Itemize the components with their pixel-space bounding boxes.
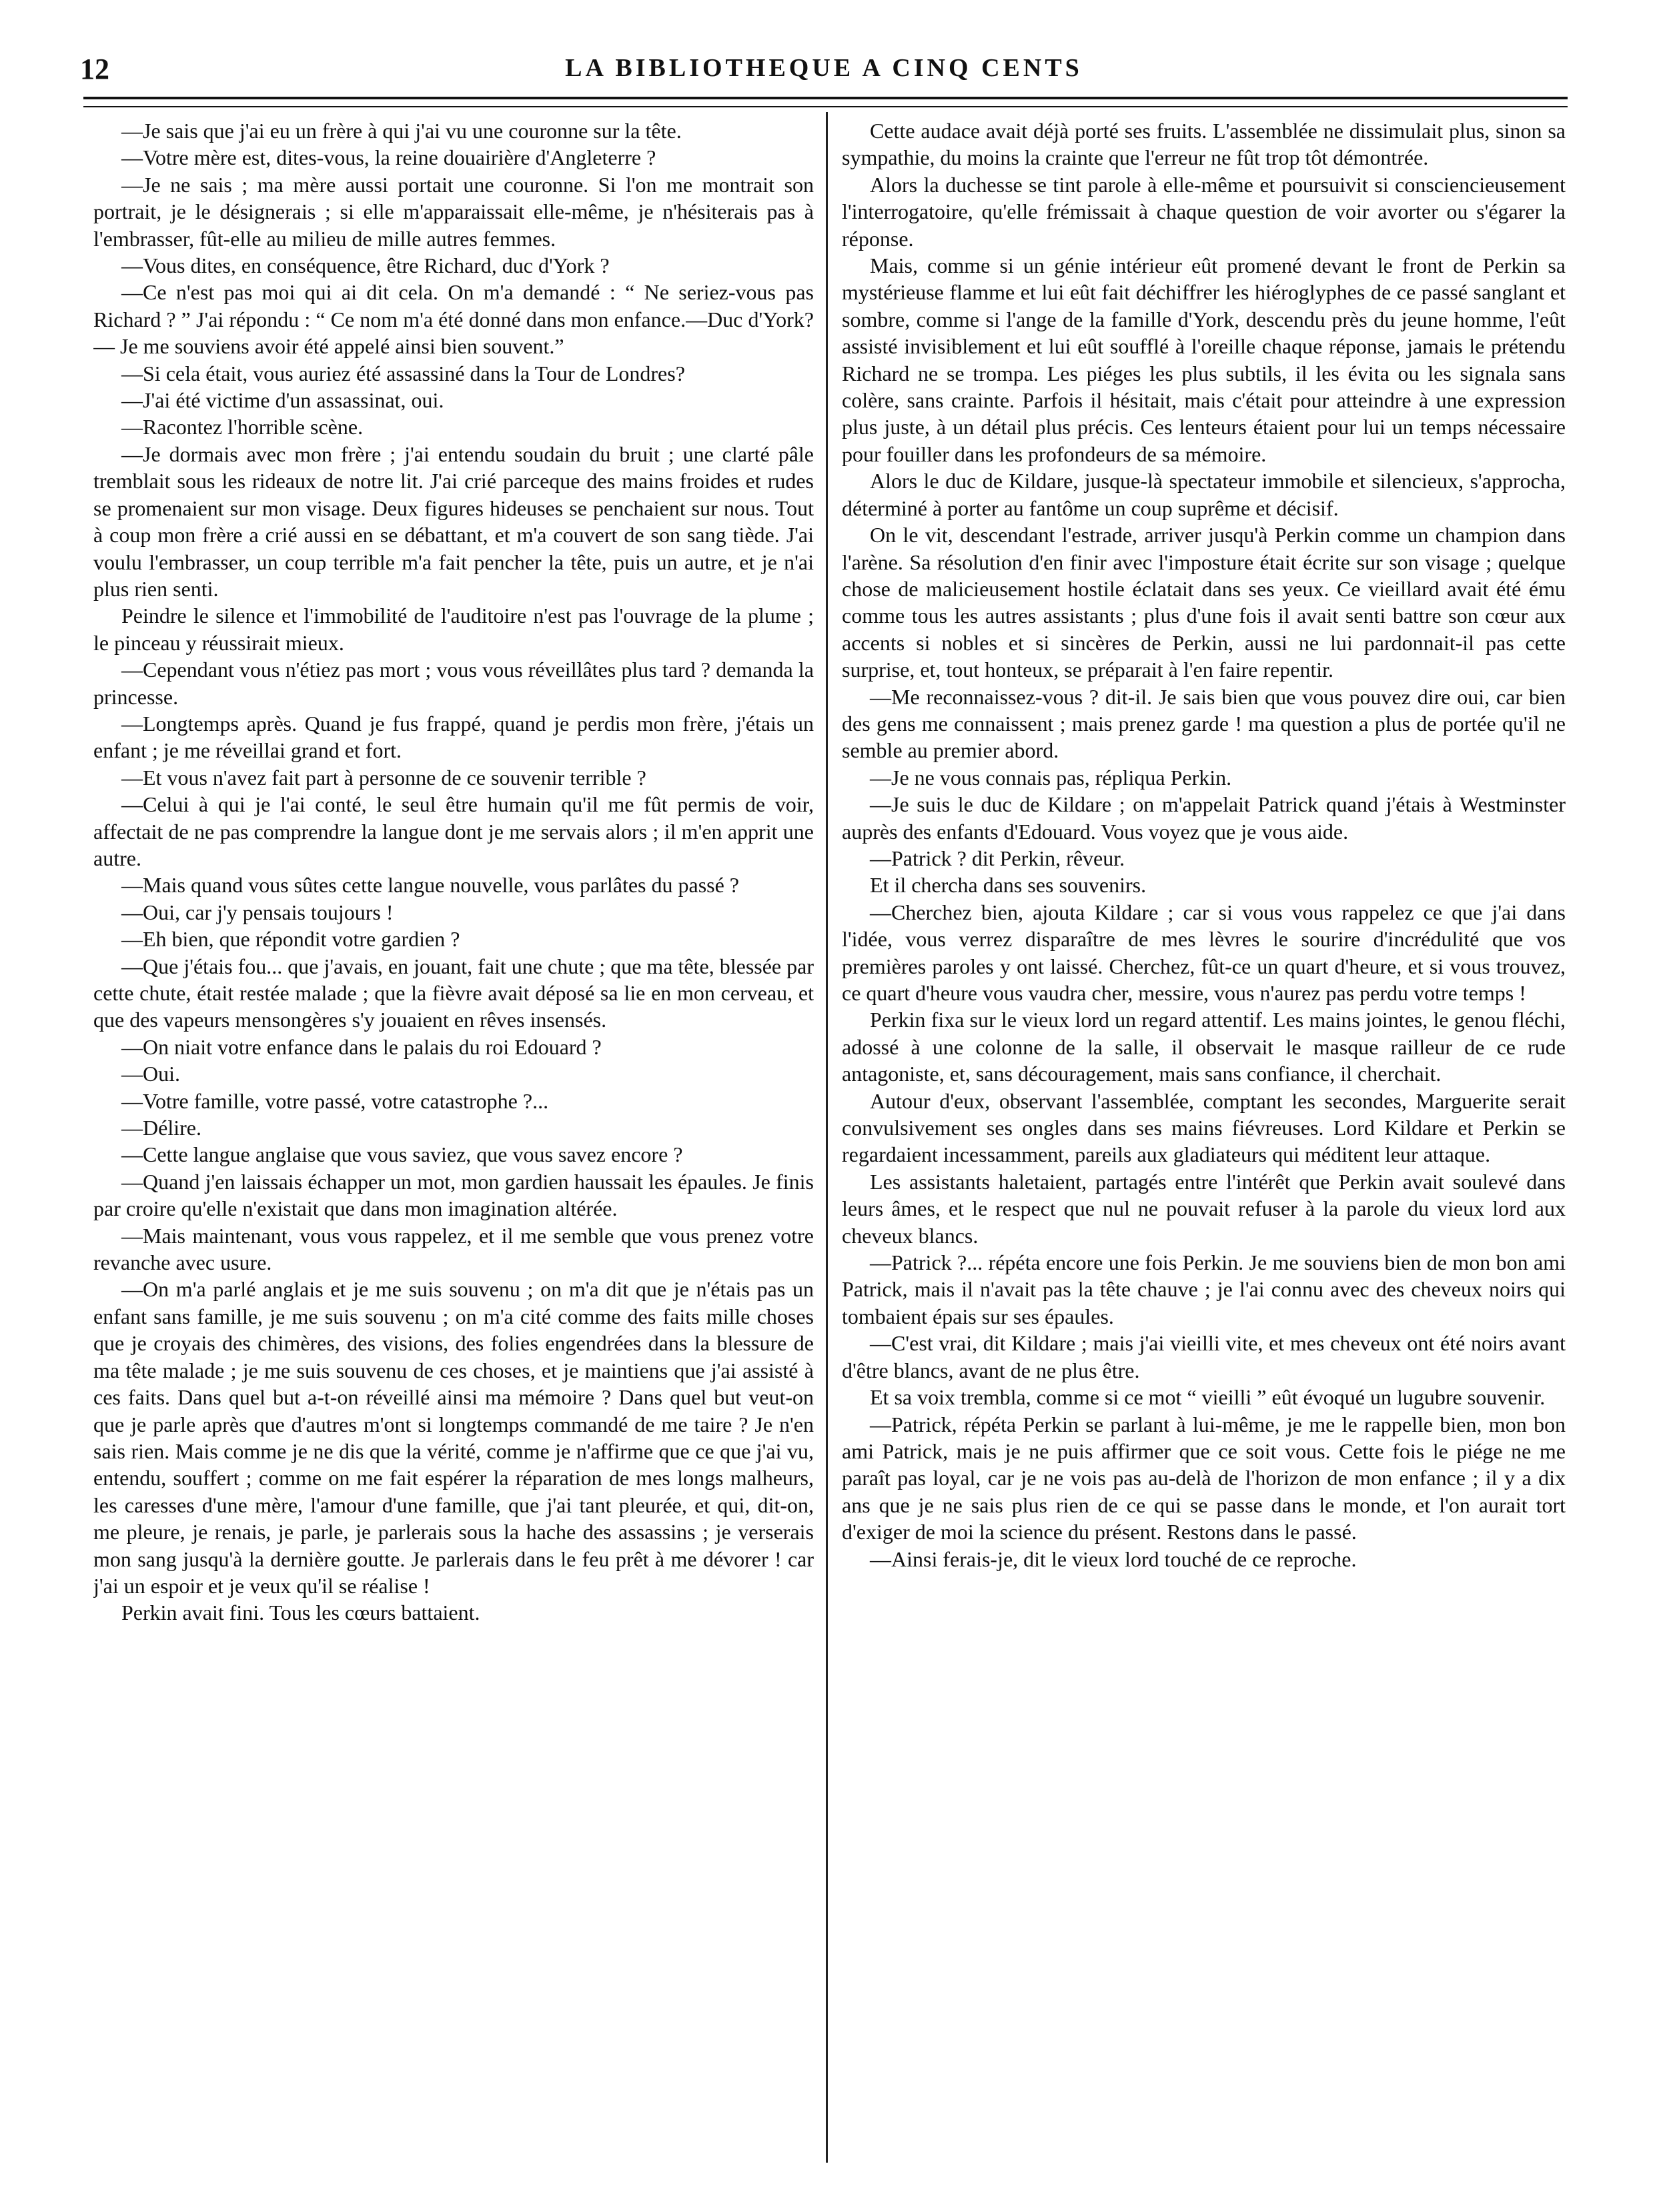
- paragraph: —Si cela était, vous auriez été assassiné dans la Tour de Londres?: [121, 361, 685, 385]
- paragraph: —Mais quand vous sûtes cette langue nouvelle, vous parlâtes du passé ?: [121, 873, 739, 898]
- paragraph: Cette audace avait déjà porté ses fruits. L'assemblée ne dissimulait plus, sinon sa sympathie, du moins la crainte que l'erreur ne fût trop tôt démontrée.: [842, 119, 1566, 170]
- paragraph: Et sa voix trembla, comme si ce mot “ vieilli ” eût évoqué un lugubre souvenir.: [870, 1385, 1546, 1410]
- paragraph: —Cette langue anglaise que vous saviez, que vous savez encore ?: [121, 1142, 683, 1167]
- paragraph: —Délire.: [121, 1116, 201, 1140]
- paragraph: —Que j'étais fou... que j'avais, en jouant, fait une chute ; que ma tête, blessée par cette chute, était restée malade ; que la fièvre avait déposé sa lie en mon cerveau, et que des vapeurs mensongères s'y jouaient en rêves insensés.: [93, 954, 814, 1032]
- paragraph: —Vous dites, en conséquence, être Richard, duc d'York ?: [121, 253, 610, 278]
- paragraph: —Je sais que j'ai eu un frère à qui j'ai vu une couronne sur la tête.: [121, 119, 682, 143]
- paragraph: Alors la duchesse se tint parole à elle-même et poursuivit si consciencieusement l'interrogatoire, qu'elle frémissait à chaque question de voir avorter ou s'égarer la réponse.: [842, 172, 1566, 251]
- paragraph: —Oui, car j'y pensais toujours !: [121, 900, 394, 924]
- paragraph: —Eh bien, que répondit votre gardien ?: [121, 927, 460, 952]
- paragraph: —Ce n'est pas moi qui ai dit cela. On m'a demandé : “ Ne seriez-vous pas Richard ? ” J'ai répondu : “ Ce nom m'a été donné dans mon enfance.—Duc d'York?— Je me souviens avoir été appelé ainsi bien souvent.”: [93, 280, 814, 359]
- paragraph: On le vit, descendant l'estrade, arriver jusqu'à Perkin comme un champion dans l'arène. Sa résolution d'en finir avec l'imposture était écrite sur son visage ; quelque chose de malicieusement hostile éclatait dans ses yeux. Ce vieillard avait été ému comme tous les autres assistants ; plus d'une fois il avait senti battre son cœur aux accents si nobles et si sincères de Perkin, aussi ne lui pardonnait-il pas cette surprise, et, tout honteux, se préparait à l'en faire repentir.: [842, 523, 1566, 682]
- paragraph: —Patrick ? dit Perkin, rêveur.: [870, 846, 1125, 870]
- paragraph: —Je dormais avec mon frère ; j'ai entendu soudain du bruit ; une clarté pâle tremblait sous les rideaux de notre lit. J'ai crié parceque des mains froides et rudes se promenaient sur mon visage. Deux figures hideuses se penchaient sur nous. Tout à coup mon frère a crié aussi en se débattant, et m'a couvert de son sang tiède. J'ai voulu l'embrasser, un coup terrible m'a fait pencher la tête, puis un autre, et je n'ai plus rien senti.: [93, 441, 814, 601]
- paragraph: —Je ne vous connais pas, répliqua Perkin.: [870, 765, 1232, 790]
- paragraph: —Me reconnaissez-vous ? dit-il. Je sais bien que vous pouvez dire oui, car bien des gens me connaissent ; mais prenez garde ! ma question a plus de portée qu'il ne semble au premier abord.: [842, 684, 1566, 763]
- page-number: 12: [80, 53, 109, 85]
- paragraph: —Patrick, répéta Perkin se parlant à lui-même, je me le rappelle bien, mon bon ami Patrick, mais je ne puis affirmer que ce soit vous. Cette fois le piége ne me paraît pas loyal, car je ne vois pas au-delà de l'horizon de mon enfance ; il y a dix ans que je ne sais plus rien de ce qui se passe dans le monde, et l'on aurait tort d'exiger de moi la science du présent. Restons dans le passé.: [842, 1412, 1566, 1544]
- paragraph: —Je ne sais ; ma mère aussi portait une couronne. Si l'on me montrait son portrait, je le désignerais ; si elle m'apparaissait elle-même, je n'hésiterais pas à l'embrasser, fût-elle au milieu de mille autres femmes.: [93, 172, 814, 251]
- paragraph: Autour d'eux, observant l'assemblée, comptant les secondes, Marguerite serait convulsivement ses ongles dans ses mains fiévreuses. Lord Kildare et Perkin se regardaient incessamment, pareils aux gladiateurs qui méditent leur attaque.: [842, 1088, 1566, 1167]
- left-column: [93, 117, 814, 2158]
- paragraph: Perkin fixa sur le vieux lord un regard attentif. Les mains jointes, le genou fléchi, adossé à une colonne de la salle, il observait le masque railleur de ce rude antagoniste, et, sans découragement, mais sans confiance, il cherchait.: [842, 1008, 1566, 1086]
- paragraph: —Et vous n'avez fait part à personne de ce souvenir terrible ?: [121, 765, 646, 790]
- paragraph: —C'est vrai, dit Kildare ; mais j'ai vieilli vite, et mes cheveux ont été noirs avant d'être blancs, avant de ne plus être.: [842, 1331, 1566, 1382]
- paragraph: —Racontez l'horrible scène.: [121, 415, 364, 439]
- running-head: [80, 49, 1568, 96]
- paragraph: Perkin avait fini. Tous les cœurs battaient.: [121, 1600, 480, 1625]
- header-rule: [83, 97, 1568, 107]
- column-divider: [826, 112, 828, 2163]
- paragraph: —Oui.: [121, 1062, 180, 1086]
- paragraph: —Votre mère est, dites-vous, la reine douairière d'Angleterre ?: [121, 145, 656, 170]
- paragraph: —On niait votre enfance dans le palais du roi Edouard ?: [121, 1034, 602, 1059]
- paragraph: —Quand j'en laissais échapper un mot, mon gardien haussait les épaules. Je finis par croire qu'elle n'existait que dans mon imagination altérée.: [93, 1169, 814, 1221]
- paragraph: —Ainsi ferais-je, dit le vieux lord touché de ce reproche.: [870, 1546, 1357, 1571]
- paragraph: —Cherchez bien, ajouta Kildare ; car si vous vous rappelez ce que j'ai dans l'idée, vous verrez disparaître de mes lèvres le sourire d'incrédulité que vos premières paroles y ont laissé. Cherchez, fût-ce un quart d'heure, et si vous trouvez, ce quart d'heure vous vaudra cher, messire, vous n'aurez pas perdu votre temps !: [842, 900, 1566, 1005]
- paragraph: —Votre famille, votre passé, votre catastrophe ?...: [121, 1088, 549, 1113]
- paragraph: —Patrick ?... répéta encore une fois Perkin. Je me souviens bien de mon bon ami Patrick, mais il n'avait pas la tête chauve ; je l'ai connu avec des cheveux noirs qui tombaient épais sur ses épaules.: [842, 1250, 1566, 1328]
- journal-title: LA BIBLIOTHEQUE A CINQ CENTS: [565, 54, 1083, 82]
- paragraph: Les assistants haletaient, partagés entre l'intérêt que Perkin avait soulevé dans leurs âmes, et le respect que nul ne pouvait refuser à la parole du vieux lord aux cheveux blancs.: [842, 1169, 1566, 1248]
- paragraph: Mais, comme si un génie intérieur eût promené devant le front de Perkin sa mystérieuse flamme et lui eût fait déchiffrer les hiéroglyphes de ce passé sanglant et sombre, comme si l'ange de la famille d'York, descendu près du jeune homme, l'eût assisté invisiblement et lui eût soufflé à l'oreille chaque réponse, jamais le prétendu Richard ne se trompa. Les piéges les plus subtils, il les évita ou les signala sans colère, sans crainte. Parfois il hésitait, mais c'était pour atteindre à une expression plus juste, à un détail plus précis. Ces lenteurs étaient pour lui un temps nécessaire pour fouiller dans les profondeurs de sa mémoire.: [842, 253, 1566, 466]
- paragraph: Et il chercha dans ses souvenirs.: [870, 873, 1147, 898]
- paragraph: Alors le duc de Kildare, jusque-là spectateur immobile et silencieux, s'approcha, déterminé à porter au fantôme un coup suprême et décisif.: [842, 469, 1566, 520]
- right-column: [842, 117, 1566, 2158]
- paragraph: —Cependant vous n'étiez pas mort ; vous vous réveillâtes plus tard ? demanda la princesse.: [93, 658, 814, 709]
- paragraph: —Longtemps après. Quand je fus frappé, quand je perdis mon frère, j'étais un enfant ; je me réveillai grand et fort.: [93, 711, 814, 763]
- paragraph: —Celui à qui je l'ai conté, le seul être humain qu'il me fût permis de voir, affectait de ne pas comprendre la langue dont je me servais alors ; il m'en apprit une autre.: [93, 792, 814, 870]
- paragraph: —On m'a parlé anglais et je me suis souvenu ; on m'a dit que je n'étais pas un enfant sans famille, je me suis souvenu ; on m'a cité comme des faits mille choses que je croyais des chimères, des visions, des folies engendrées dans la blessure de ma tête malade ; je me suis souvenu de ces choses, et je maintiens que j'ai assisté à ces faits. Dans quel but a-t-on réveillé ainsi ma mémoire ? Dans quel but veut-on que je parle après que d'autres m'ont si longtemps commandé de me taire ? Je n'en sais rien. Mais comme je ne dis que la vérité, comme je n'affirme que ce que j'ai vu, entendu, souffert ; comme on me fait espérer la réparation de mes longs malheurs, les caresses d'une mère, l'amour d'une famille, que j'ai tant pleurée, et qui, dit-on, me pleure, je renais, je parle, je parlerais sous la hache des assassins ; je verserais mon sang jusqu'à la dernière goutte. Je parlerais dans le feu prêt à me dévorer ! car j'ai un espoir et je veux qu'il se réalise !: [93, 1277, 814, 1598]
- paragraph: Peindre le silence et l'immobilité de l'auditoire n'est pas l'ouvrage de la plume ; le pinceau y réussirait mieux.: [93, 604, 814, 655]
- paragraph: —Je suis le duc de Kildare ; on m'appelait Patrick quand j'étais à Westminster auprès des enfants d'Edouard. Vous voyez que je vous aide.: [842, 792, 1566, 844]
- paragraph: —J'ai été victime d'un assassinat, oui.: [121, 388, 444, 413]
- paragraph: —Mais maintenant, vous vous rappelez, et il me semble que vous prenez votre revanche avec usure.: [93, 1223, 814, 1275]
